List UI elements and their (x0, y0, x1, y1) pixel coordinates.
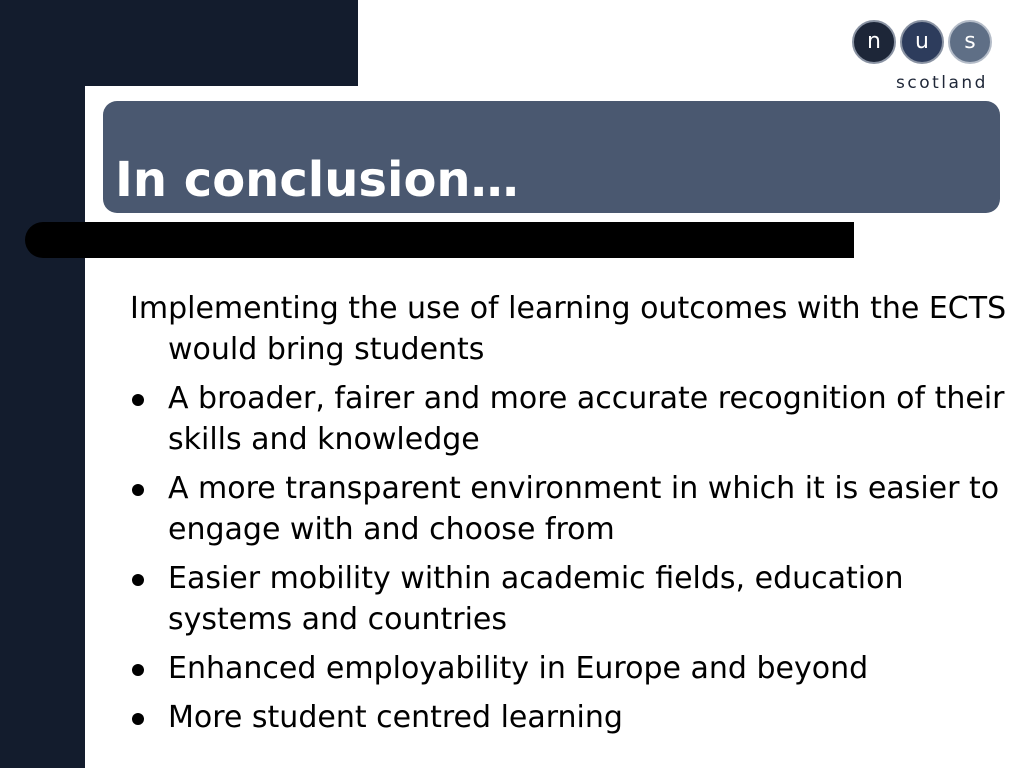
bullet-list (130, 378, 1015, 738)
nus-scotland-logo (852, 20, 997, 98)
bullet-text: Enhanced employability in Europe and beyond (168, 651, 869, 686)
bullet-dot-icon (132, 664, 144, 676)
bullet-item (130, 648, 1015, 689)
intro-text: Implementing the use of learning outcomes with the ECTS would bring students (130, 291, 1007, 367)
bullet-dot-icon (132, 713, 144, 725)
logo-circle-s: s (948, 20, 992, 64)
bullet-dot-icon (132, 484, 144, 496)
logo-wordmark: scotland (896, 73, 988, 93)
logo-circle-u: u (900, 20, 944, 64)
bullet-dot-icon (132, 394, 144, 406)
divider-bar (25, 222, 854, 258)
bullet-dot-icon (132, 574, 144, 586)
slide-body (130, 288, 1015, 746)
top-decorative-band (0, 0, 358, 86)
bullet-item (130, 558, 1015, 640)
slide-title: In conclusion… (115, 152, 519, 208)
bullet-text: Easier mobility within academic fields, education systems and countries (168, 561, 904, 637)
bullet-item (130, 697, 1015, 738)
bullet-item (130, 378, 1015, 460)
bullet-text: A broader, fairer and more accurate recognition of their skills and knowledge (168, 381, 1005, 457)
bullet-text: A more transparent environment in which it is easier to engage with and choose from (168, 471, 1000, 547)
bullet-item (130, 468, 1015, 550)
logo-circle-n: n (852, 20, 896, 64)
bullet-text: More student centred learning (168, 700, 623, 735)
left-decorative-band (0, 0, 85, 768)
